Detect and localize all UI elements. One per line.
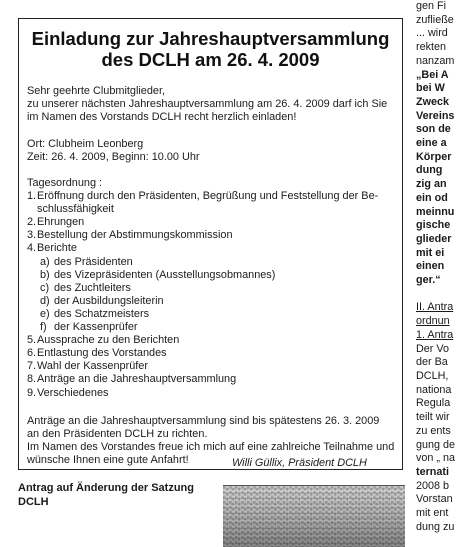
adjacent-column-line: ternati [416,465,449,478]
adjacent-column-line: 1. Antra [416,328,454,341]
adjacent-column-line: zufließe [416,13,454,26]
agenda-item-text: Entlastung des Vorstandes [37,347,167,360]
adjacent-column-line: glieder [416,232,452,245]
adjacent-column-line: ordnun [416,315,450,328]
signature: Willi Güllix, Präsident DCLH [232,457,367,469]
intro-line-1: zu unserer nächsten Jahreshauptversammlung am 26. 4. 2009 darf ich Sie [27,98,388,111]
closing-line-1: Anträge an die Jahreshauptversammlung sind bis spätestens 26. 3. 2009 [27,415,380,427]
greeting-block [27,85,387,124]
agenda-item-text: schlussfähigkeit [37,203,114,216]
agenda-item-marker: 8. [27,373,37,386]
agenda-item-marker: 4. [27,242,37,255]
adjacent-column-line: Körper [416,150,452,163]
agenda-item-text: Ehrungen [37,216,85,229]
adjacent-column-line: mit ent [416,507,449,520]
adjacent-column-line: eine a [416,137,447,150]
title-line-2: des DCLH am 26. 4. 2009 [101,49,320,70]
adjacent-column-line: dung [416,164,443,177]
agenda-item-text: Bestellung der Abstimmungskommission [37,229,233,242]
adjacent-column-line: gen Fi [416,0,447,12]
agenda-item-marker: 9. [27,386,37,399]
next-heading-line-2: DCLH [18,496,49,508]
article-photo [223,485,405,547]
agenda-item [27,347,378,360]
adjacent-column-line: von „ na [416,452,456,465]
agenda-subitem [40,308,378,321]
agenda-subitem-text: der Ausbildungsleiterin [54,294,164,307]
agenda-item-marker: 5. [27,334,37,347]
agenda-subitem [40,282,378,295]
agenda-subitem-text: der Kassenprüfer [54,321,138,334]
adjacent-column-line: zu ents [416,424,451,437]
agenda-item [27,242,378,255]
agenda-item [27,373,378,386]
agenda-item [27,216,378,229]
agenda-item [27,190,378,203]
agenda-subitem [40,269,378,282]
agenda-subitem-text: des Vizepräsidenten (Ausstellungsobmannes) [54,268,276,281]
adjacent-column-line: Der Vo [416,342,450,355]
adjacent-column-text [416,0,465,534]
agenda-subitem-text: des Zuchtleiters [54,281,131,294]
agenda-subitem-text: des Präsidenten [54,255,133,268]
agenda-item [27,203,378,216]
agenda-block [27,177,378,400]
adjacent-column-line: der Ba [416,356,448,369]
agenda-item-text: Wahl der Kassenprüfer [37,360,148,373]
agenda-item-marker: 7. [27,360,37,373]
adjacent-column-line: ein od [416,191,448,204]
agenda-item-text: Anträge an die Jahreshauptversammlung [37,373,237,386]
closing-line-3: Im Namen des Vorstandes freue ich mich auf eine zahlreiche Teilnahme und [27,441,395,454]
adjacent-column-line: bei W [416,82,445,95]
agenda-item [27,387,378,400]
greeting: Sehr geehrte Clubmitglieder, [27,85,166,97]
adjacent-column-line: nationa [416,383,452,396]
adjacent-column-line: Zweck [416,95,450,108]
adjacent-column-line: einen [416,260,445,273]
agenda-subitem [40,256,378,269]
next-article-heading [18,481,218,509]
agenda-item-text: Berichte [37,242,77,255]
agenda-item-marker: 3. [27,229,37,242]
adjacent-column-line: teilt wir [416,411,450,424]
location-block [27,138,200,164]
invitation-title [18,28,403,70]
agenda-item-text: Aussprache zu den Berichten [37,334,180,347]
adjacent-column-line: meinnu [416,205,455,218]
agenda-item [27,360,378,373]
agenda-subitem-marker: b) [40,268,50,281]
adjacent-column-line: Vorstan [416,493,453,506]
agenda-subitem [40,295,378,308]
adjacent-column-line: ger.“ [416,274,441,287]
agenda-subitem-text: des Schatzmeisters [54,307,150,320]
adjacent-column-line: ... wird [416,27,448,40]
agenda-item [27,334,378,347]
agenda-subitem-marker: e) [40,307,50,320]
adjacent-column-line: nanzam [416,54,455,67]
agenda-subitem-marker: c) [40,281,50,294]
agenda-item-marker: 1. [27,190,37,203]
adjacent-column-line: Vereins [416,109,455,122]
intro-line-2: im Namen des Vorstands DCLH recht herzlich einladen! [27,111,297,124]
time: Zeit: 26. 4. 2009, Beginn: 10.00 Uhr [27,151,200,164]
adjacent-column-line: Regula [416,397,451,410]
closing-line-2: an den Präsidenten DCLH zu richten. [27,428,208,441]
adjacent-column-line: gische [416,219,451,232]
next-heading-line-1: Antrag auf Änderung der Satzung [18,482,194,494]
agenda-subitem [40,321,378,334]
agenda-subitem-marker: a) [40,255,50,268]
title-line-1: Einladung zur Jahreshauptversammlung [31,28,390,49]
agenda-item-marker: 2. [27,216,37,229]
agenda-item [27,229,378,242]
adjacent-column-line: zig an [416,178,447,191]
agenda-subitem-marker: f) [40,321,47,334]
agenda-item-text: Verschiedenes [37,386,109,399]
adjacent-column-line: dung zu [416,520,455,533]
adjacent-column-line: DCLH, [416,369,449,382]
adjacent-column-line: „Bei A [416,68,449,81]
agenda-item-marker: 6. [27,347,37,360]
agenda-subitem-marker: d) [40,294,50,307]
adjacent-column-line: son de [416,123,451,136]
adjacent-column-line: mit ei [416,246,445,259]
adjacent-column-line: gung de [416,438,456,451]
place: Ort: Clubheim Leonberg [27,138,144,150]
adjacent-column-line: rekten [416,41,447,54]
adjacent-column-line: II. Antra [416,301,454,314]
adjacent-column-line [416,288,465,302]
agenda-heading: Tagesordnung : [27,177,103,189]
adjacent-column-line: 2008 b [416,479,450,492]
agenda-item-text: Eröffnung durch den Präsidenten, Begrüßung und Feststellung der Be- [37,190,379,203]
closing-line-4: wünsche Ihnen eine gute Anfahrt! [27,454,189,467]
